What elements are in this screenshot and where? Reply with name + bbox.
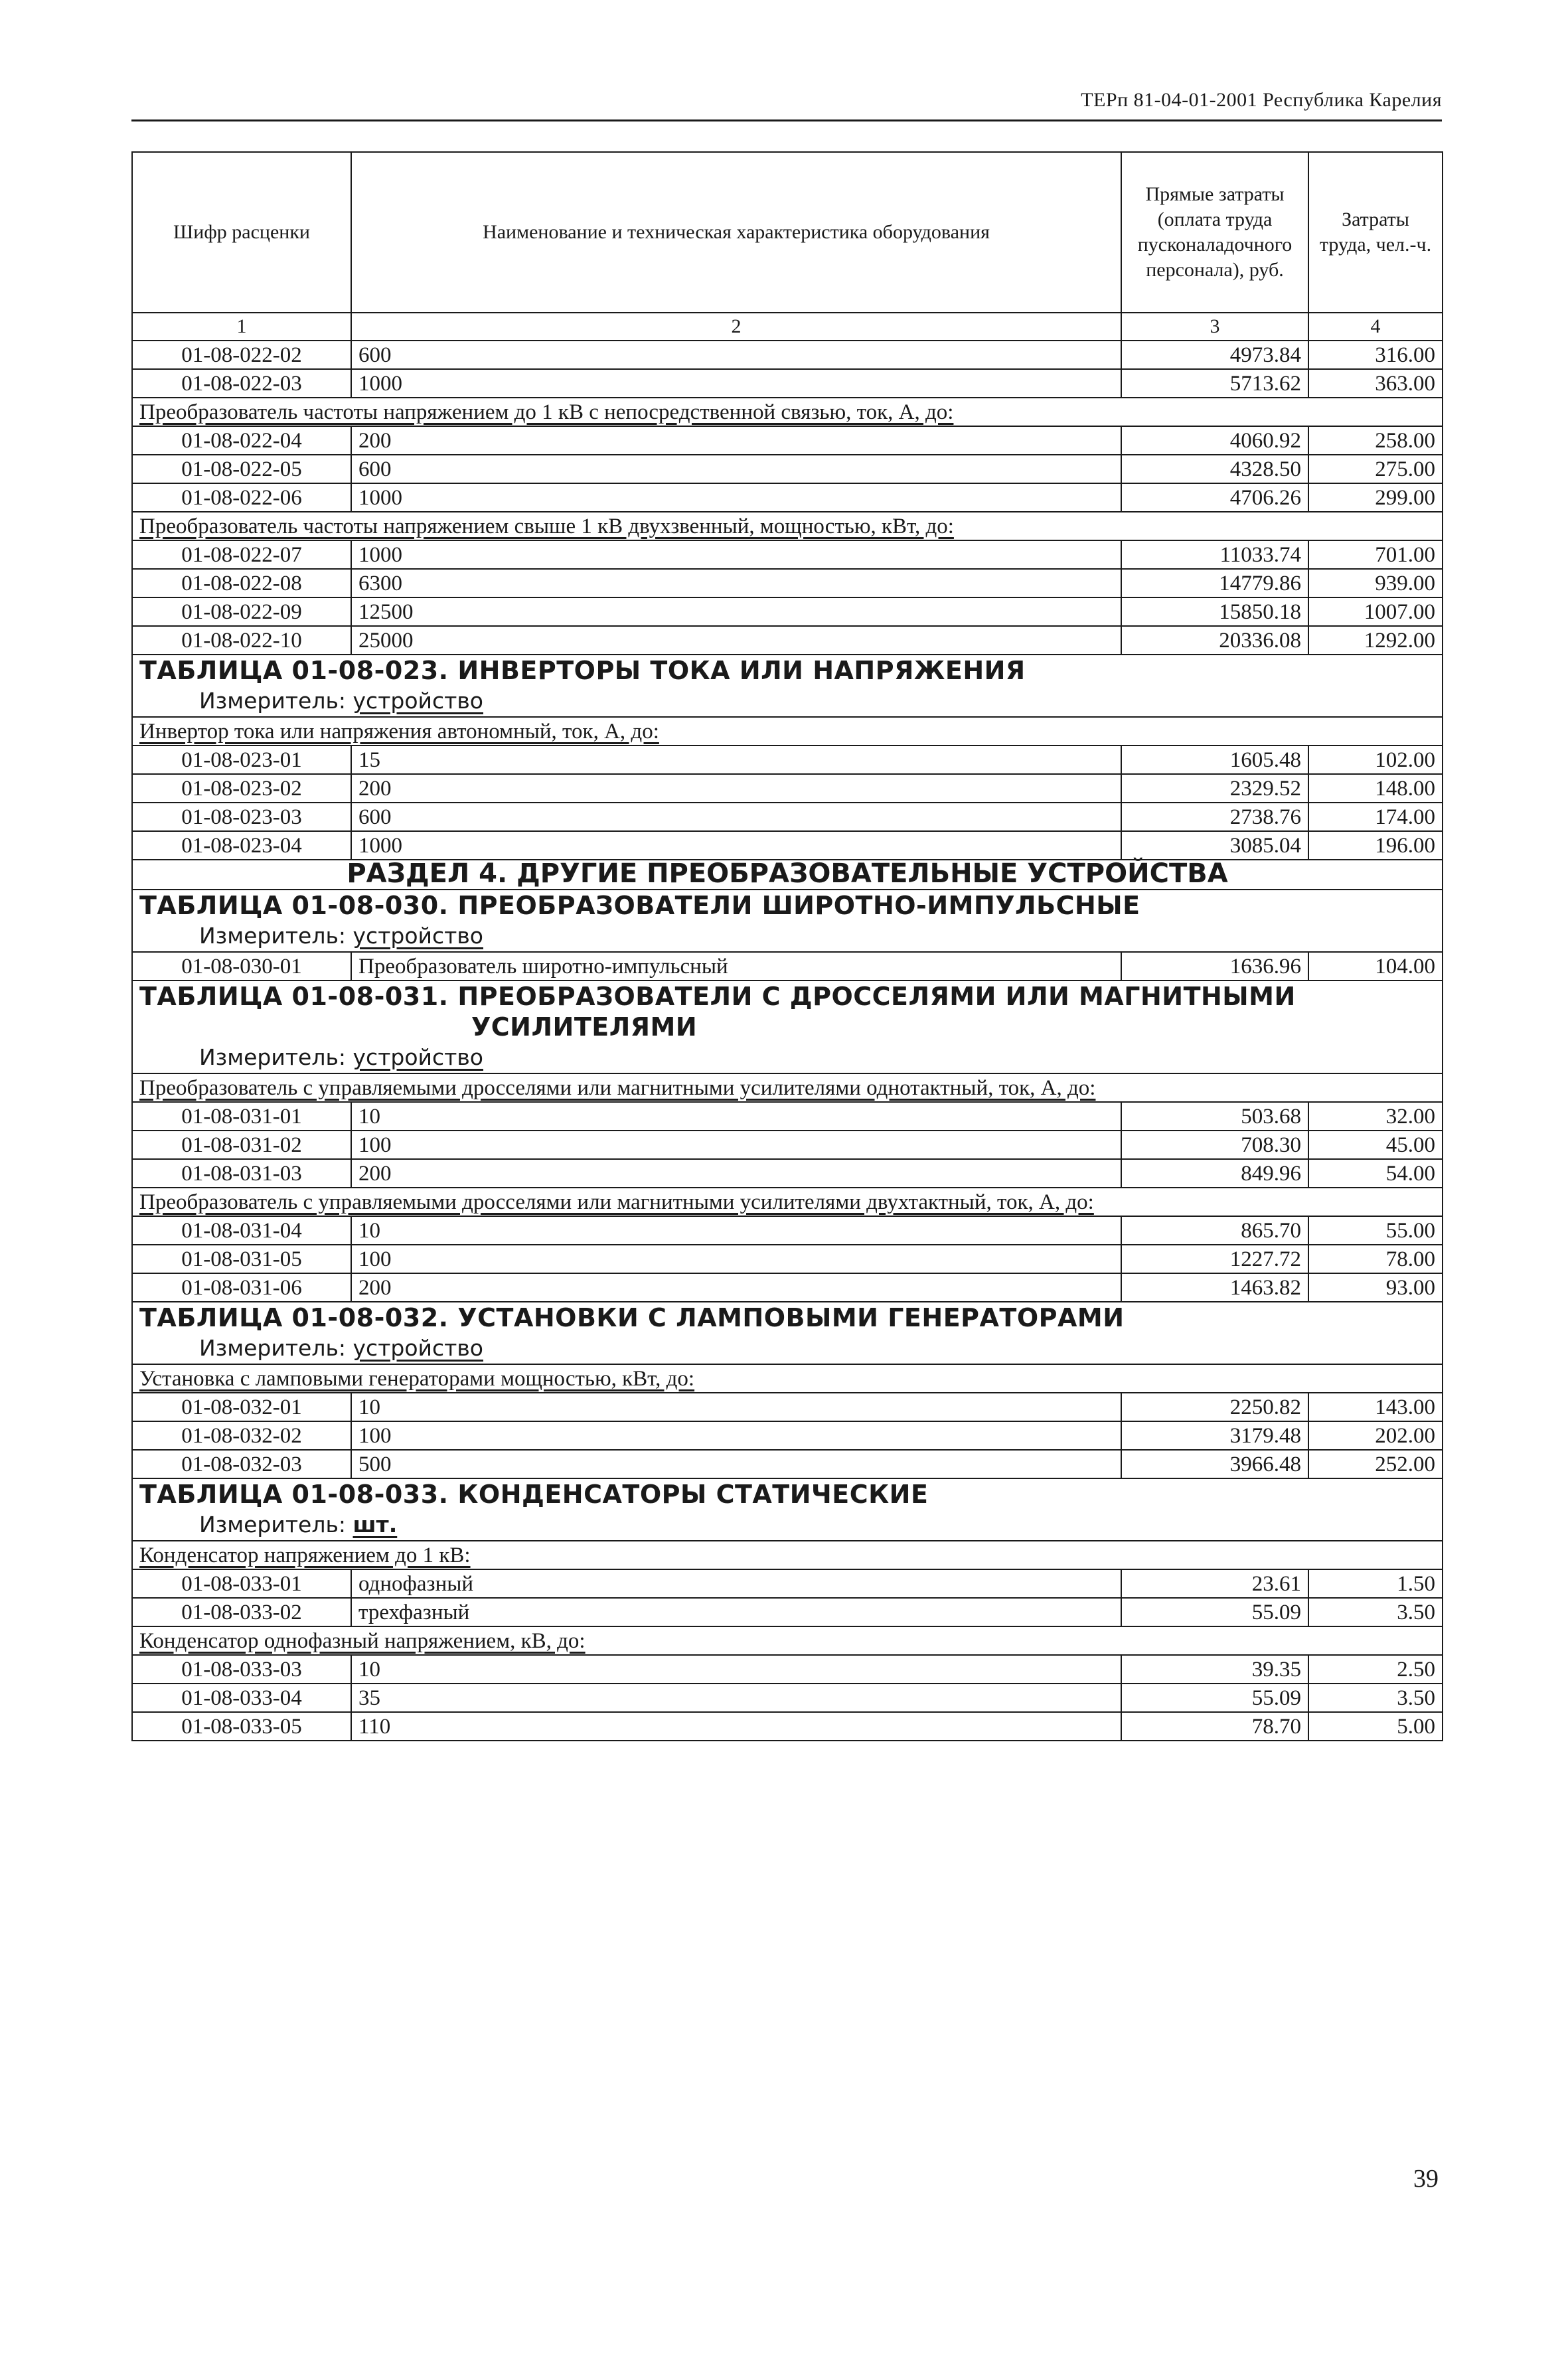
table-row: [132, 952, 1443, 981]
labor-cost: 196.00: [1308, 831, 1443, 860]
rate-code: 01-08-022-10: [132, 626, 351, 655]
table-title-row: [132, 1478, 1443, 1541]
equipment-name: 1000: [351, 483, 1121, 512]
column-header-name: Наименование и техническая характеристика оборудования: [351, 152, 1121, 313]
page-number: 39: [1413, 2165, 1439, 2193]
equipment-name: 10: [351, 1655, 1121, 1684]
measure-label: Измеритель:: [199, 923, 347, 949]
direct-cost: 14779.86: [1121, 569, 1308, 597]
direct-cost: 5713.62: [1121, 369, 1308, 398]
measure-value: шт.: [353, 1512, 398, 1537]
group-header-row: [132, 1188, 1443, 1216]
table-row: [132, 1684, 1443, 1712]
group-title: Преобразователь с управляемыми дросселями или магнитными усилителями двухтактный, ток, А, до:: [139, 1190, 1094, 1214]
equipment-name: 12500: [351, 597, 1121, 626]
direct-cost: 1463.82: [1121, 1273, 1308, 1302]
table-row: [132, 746, 1443, 774]
equipment-name: 10: [351, 1216, 1121, 1245]
direct-cost: 78.70: [1121, 1712, 1308, 1741]
labor-cost: 299.00: [1308, 483, 1443, 512]
equipment-name: 15: [351, 746, 1121, 774]
table-row: [132, 626, 1443, 655]
group-title: Преобразователь частоты напряжением свыше 1 кВ двухзвенный, мощностью, кВт, до:: [139, 514, 954, 538]
table-row: [132, 1655, 1443, 1684]
table-title-row: [132, 1302, 1443, 1364]
rate-code: 01-08-032-01: [132, 1393, 351, 1421]
table-row: [132, 1216, 1443, 1245]
equipment-name: 100: [351, 1131, 1121, 1159]
column-number: 3: [1121, 313, 1308, 341]
table-title-row: [132, 655, 1443, 717]
direct-cost: 3966.48: [1121, 1450, 1308, 1478]
equipment-name: 35: [351, 1684, 1121, 1712]
section-row: [132, 860, 1443, 890]
direct-cost: 2250.82: [1121, 1393, 1308, 1421]
table-row: [132, 774, 1443, 803]
rate-code: 01-08-022-03: [132, 369, 351, 398]
rates-table: [131, 151, 1443, 1741]
table-row: [132, 426, 1443, 455]
direct-cost: 39.35: [1121, 1655, 1308, 1684]
direct-cost: 849.96: [1121, 1159, 1308, 1188]
measure-value: устройство: [353, 1335, 484, 1361]
equipment-name: однофазный: [351, 1569, 1121, 1598]
measure-label: Измеритель:: [199, 1335, 347, 1361]
direct-cost: 1605.48: [1121, 746, 1308, 774]
direct-cost: 11033.74: [1121, 540, 1308, 569]
direct-cost: 15850.18: [1121, 597, 1308, 626]
table-row: [132, 569, 1443, 597]
document-header: ТЕРп 81-04-01-2001 Республика Карелия: [1081, 89, 1442, 111]
rate-code: 01-08-023-03: [132, 803, 351, 831]
labor-cost: 275.00: [1308, 455, 1443, 483]
rate-code: 01-08-022-02: [132, 341, 351, 369]
rate-code: 01-08-023-01: [132, 746, 351, 774]
rate-code: 01-08-033-05: [132, 1712, 351, 1741]
rate-code: 01-08-022-09: [132, 597, 351, 626]
direct-cost: 708.30: [1121, 1131, 1308, 1159]
direct-cost: 1227.72: [1121, 1245, 1308, 1273]
group-header-row: [132, 1541, 1443, 1569]
table-title: ТАБЛИЦА 01-08-032. УСТАНОВКИ С ЛАМПОВЫМИ ГЕНЕРАТОРАМИ: [139, 1303, 1125, 1332]
equipment-name: 1000: [351, 831, 1121, 860]
rate-code: 01-08-033-01: [132, 1569, 351, 1598]
equipment-name: 100: [351, 1245, 1121, 1273]
rate-code: 01-08-023-04: [132, 831, 351, 860]
equipment-name: трехфазный: [351, 1598, 1121, 1626]
labor-cost: 3.50: [1308, 1598, 1443, 1626]
column-number: 1: [132, 313, 351, 341]
direct-cost: 23.61: [1121, 1569, 1308, 1598]
group-title: Инвертор тока или напряжения автономный, ток, А, до:: [139, 719, 659, 744]
labor-cost: 252.00: [1308, 1450, 1443, 1478]
equipment-name: 1000: [351, 540, 1121, 569]
table-title: ТАБЛИЦА 01-08-023. ИНВЕРТОРЫ ТОКА ИЛИ НАПРЯЖЕНИЯ: [139, 656, 1026, 685]
header-rule: [131, 119, 1442, 121]
column-number: 2: [351, 313, 1121, 341]
table-row: [132, 1102, 1443, 1131]
equipment-name: 100: [351, 1421, 1121, 1450]
column-number-row: [132, 313, 1443, 341]
table-row: [132, 831, 1443, 860]
equipment-name: 10: [351, 1393, 1121, 1421]
labor-cost: 3.50: [1308, 1684, 1443, 1712]
labor-cost: 78.00: [1308, 1245, 1443, 1273]
direct-cost: 1636.96: [1121, 952, 1308, 981]
table-row: [132, 597, 1443, 626]
measure-label: Измеритель:: [199, 1044, 347, 1070]
direct-cost: 2329.52: [1121, 774, 1308, 803]
rate-code: 01-08-033-04: [132, 1684, 351, 1712]
table-row: [132, 1393, 1443, 1421]
labor-cost: 258.00: [1308, 426, 1443, 455]
group-title: Преобразователь с управляемыми дросселями или магнитными усилителями однотактный, ток, А, до:: [139, 1075, 1096, 1100]
rate-code: 01-08-032-03: [132, 1450, 351, 1478]
rate-code: 01-08-031-05: [132, 1245, 351, 1273]
table-row: [132, 1421, 1443, 1450]
labor-cost: 55.00: [1308, 1216, 1443, 1245]
table-row: [132, 455, 1443, 483]
labor-cost: 5.00: [1308, 1712, 1443, 1741]
labor-cost: 701.00: [1308, 540, 1443, 569]
direct-cost: 865.70: [1121, 1216, 1308, 1245]
table-row: [132, 1131, 1443, 1159]
direct-cost: 55.09: [1121, 1684, 1308, 1712]
table-title: ТАБЛИЦА 01-08-033. КОНДЕНСАТОРЫ СТАТИЧЕСКИЕ: [139, 1480, 929, 1509]
rate-code: 01-08-031-03: [132, 1159, 351, 1188]
table-title: ТАБЛИЦА 01-08-031. ПРЕОБРАЗОВАТЕЛИ С ДРОССЕЛЯМИ ИЛИ МАГНИТНЫМИ: [139, 982, 1296, 1011]
rate-code: 01-08-031-04: [132, 1216, 351, 1245]
rate-code: 01-08-022-07: [132, 540, 351, 569]
equipment-name: 200: [351, 426, 1121, 455]
labor-cost: 363.00: [1308, 369, 1443, 398]
labor-cost: 45.00: [1308, 1131, 1443, 1159]
group-title: Конденсатор напряжением до 1 кВ:: [139, 1543, 471, 1567]
direct-cost: 503.68: [1121, 1102, 1308, 1131]
direct-cost: 4706.26: [1121, 483, 1308, 512]
rate-code: 01-08-031-06: [132, 1273, 351, 1302]
group-title: Установка с ламповыми генераторами мощностью, кВт, до:: [139, 1366, 695, 1391]
labor-cost: 939.00: [1308, 569, 1443, 597]
measure-label: Измеритель:: [199, 1512, 347, 1537]
group-header-row: [132, 1073, 1443, 1102]
labor-cost: 316.00: [1308, 341, 1443, 369]
equipment-name: 110: [351, 1712, 1121, 1741]
group-header-row: [132, 398, 1443, 426]
equipment-name: 600: [351, 455, 1121, 483]
equipment-name: 200: [351, 1159, 1121, 1188]
group-header-row: [132, 1626, 1443, 1655]
equipment-name: 10: [351, 1102, 1121, 1131]
labor-cost: 143.00: [1308, 1393, 1443, 1421]
direct-cost: 20336.08: [1121, 626, 1308, 655]
equipment-name: 25000: [351, 626, 1121, 655]
equipment-name: 600: [351, 803, 1121, 831]
column-header-labor: Затраты труда, чел.-ч.: [1308, 152, 1443, 313]
equipment-name: 500: [351, 1450, 1121, 1478]
measure-value: устройство: [353, 923, 484, 949]
table-row: [132, 1245, 1443, 1273]
rate-code: 01-08-031-02: [132, 1131, 351, 1159]
table-row: [132, 1159, 1443, 1188]
labor-cost: 54.00: [1308, 1159, 1443, 1188]
section-title: РАЗДЕЛ 4. ДРУГИЕ ПРЕОБРАЗОВАТЕЛЬНЫЕ УСТРОЙСТВА: [347, 858, 1228, 889]
table-row: [132, 369, 1443, 398]
table-row: [132, 341, 1443, 369]
equipment-name: 1000: [351, 369, 1121, 398]
group-title: Преобразователь частоты напряжением до 1 кВ с непосредственной связью, ток, А, до:: [139, 400, 954, 424]
rate-code: 01-08-023-02: [132, 774, 351, 803]
direct-cost: 3179.48: [1121, 1421, 1308, 1450]
labor-cost: 148.00: [1308, 774, 1443, 803]
rate-code: 01-08-033-02: [132, 1598, 351, 1626]
rate-code: 01-08-031-01: [132, 1102, 351, 1131]
rate-code: 01-08-030-01: [132, 952, 351, 981]
group-header-row: [132, 717, 1443, 746]
table-row: [132, 1273, 1443, 1302]
column-header-row: [132, 152, 1443, 313]
direct-cost: 4060.92: [1121, 426, 1308, 455]
table-title: ТАБЛИЦА 01-08-030. ПРЕОБРАЗОВАТЕЛИ ШИРОТНО-ИМПУЛЬСНЫЕ: [139, 891, 1140, 920]
direct-cost: 55.09: [1121, 1598, 1308, 1626]
column-number: 4: [1308, 313, 1443, 341]
table-row: [132, 1712, 1443, 1741]
group-title: Конденсатор однофазный напряжением, кВ, до:: [139, 1628, 586, 1653]
table-row: [132, 483, 1443, 512]
labor-cost: 1292.00: [1308, 626, 1443, 655]
direct-cost: 4328.50: [1121, 455, 1308, 483]
table-title-row: [132, 890, 1443, 952]
labor-cost: 93.00: [1308, 1273, 1443, 1302]
column-header-direct-costs: Прямые затраты (оплата труда пусконаладочного персонала), руб.: [1121, 152, 1308, 313]
direct-cost: 3085.04: [1121, 831, 1308, 860]
measure-label: Измеритель:: [199, 688, 347, 714]
labor-cost: 1007.00: [1308, 597, 1443, 626]
rate-code: 01-08-032-02: [132, 1421, 351, 1450]
equipment-name: 6300: [351, 569, 1121, 597]
rate-code: 01-08-022-04: [132, 426, 351, 455]
equipment-name: Преобразователь широтно-импульсный: [351, 952, 1121, 981]
direct-cost: 4973.84: [1121, 341, 1308, 369]
table-row: [132, 1450, 1443, 1478]
equipment-name: 200: [351, 774, 1121, 803]
column-header-code: Шифр расценки: [132, 152, 351, 313]
measure-value: устройство: [353, 688, 484, 714]
rate-code: 01-08-033-03: [132, 1655, 351, 1684]
table-title-continued: УСИЛИТЕЛЯМИ: [471, 1012, 698, 1042]
labor-cost: 2.50: [1308, 1655, 1443, 1684]
table-title-row: [132, 981, 1443, 1073]
rate-code: 01-08-022-05: [132, 455, 351, 483]
equipment-name: 600: [351, 341, 1121, 369]
table-row: [132, 803, 1443, 831]
measure-value: устройство: [353, 1044, 484, 1070]
labor-cost: 202.00: [1308, 1421, 1443, 1450]
labor-cost: 174.00: [1308, 803, 1443, 831]
group-header-row: [132, 512, 1443, 540]
rate-code: 01-08-022-06: [132, 483, 351, 512]
rate-code: 01-08-022-08: [132, 569, 351, 597]
labor-cost: 102.00: [1308, 746, 1443, 774]
labor-cost: 104.00: [1308, 952, 1443, 981]
labor-cost: 32.00: [1308, 1102, 1443, 1131]
table-row: [132, 1598, 1443, 1626]
table-row: [132, 540, 1443, 569]
labor-cost: 1.50: [1308, 1569, 1443, 1598]
group-header-row: [132, 1364, 1443, 1393]
table-row: [132, 1569, 1443, 1598]
direct-cost: 2738.76: [1121, 803, 1308, 831]
equipment-name: 200: [351, 1273, 1121, 1302]
